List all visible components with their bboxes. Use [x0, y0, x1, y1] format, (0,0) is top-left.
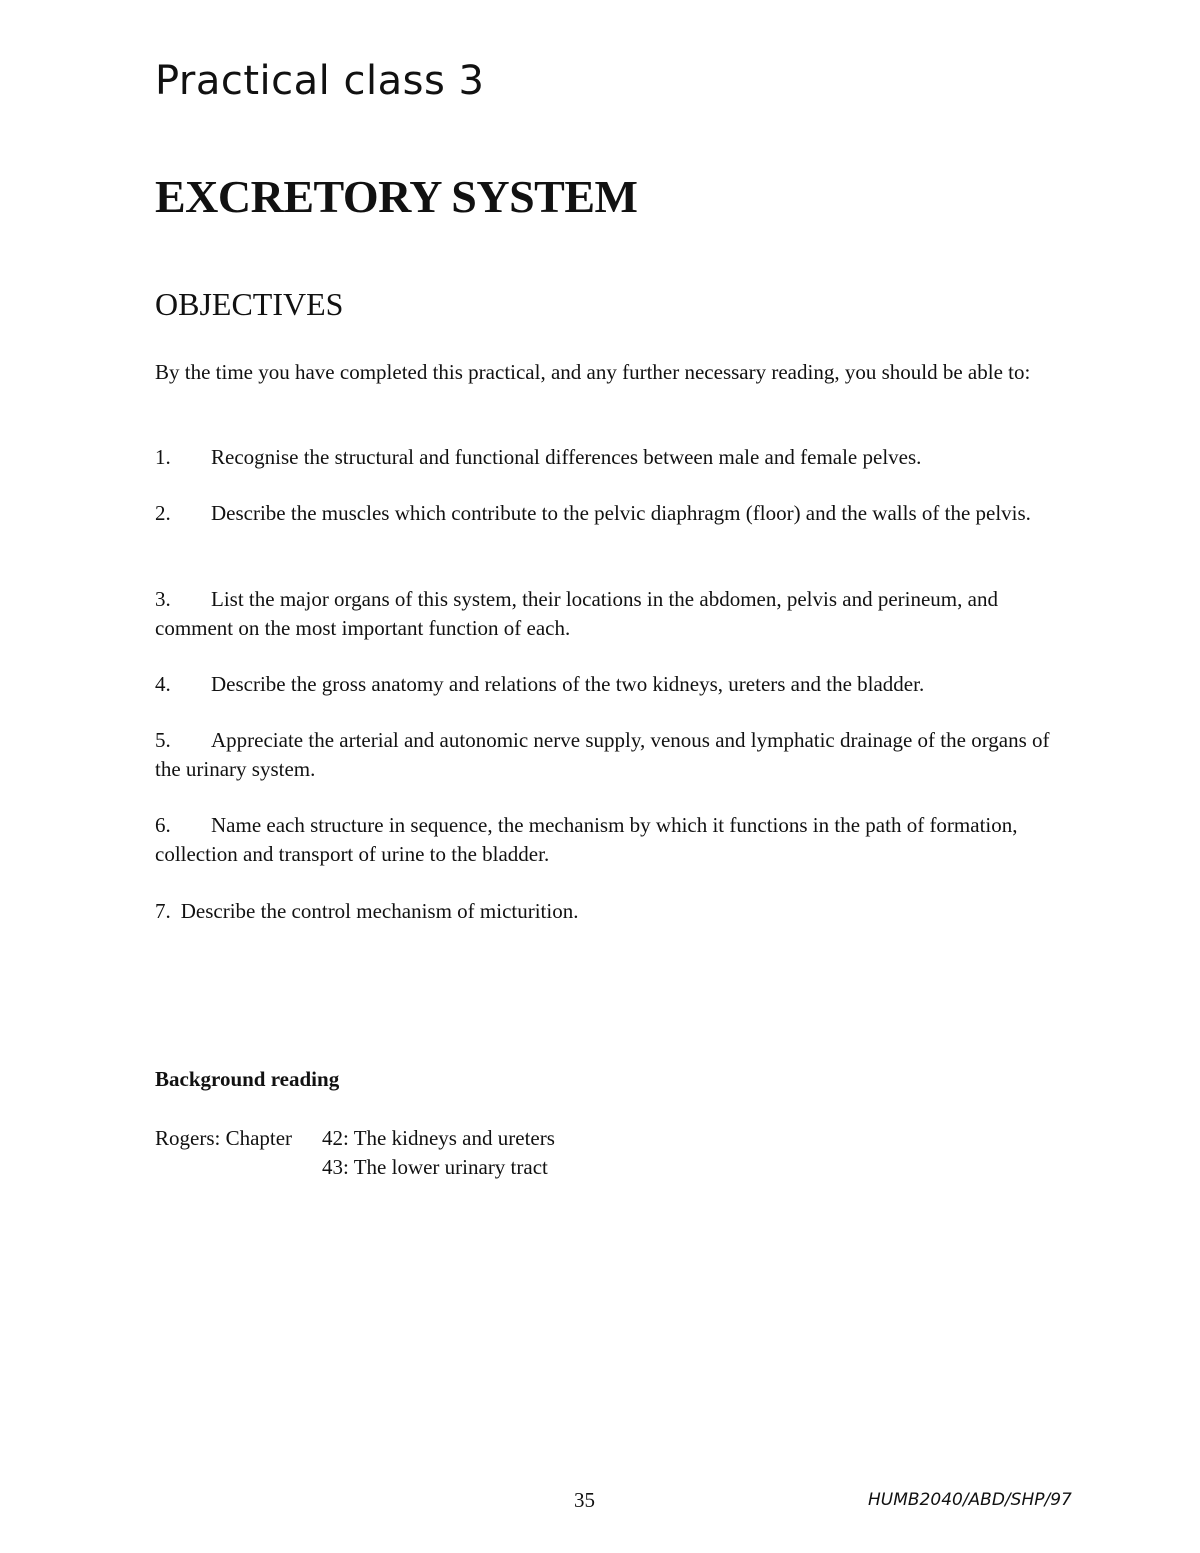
objectives-heading: OBJECTIVES — [155, 286, 344, 322]
objective-item-1 — [155, 443, 1055, 472]
objective-item-6 — [155, 811, 1055, 869]
reading-row — [155, 1124, 855, 1153]
objective-item-2 — [155, 499, 1055, 528]
objective-item-4 — [155, 670, 1055, 699]
reading-row — [155, 1153, 855, 1182]
objective-number: 4. — [155, 672, 171, 696]
main-title: EXCRETORY SYSTEM — [155, 171, 638, 222]
reading-entry: 42: The kidneys and ureters — [322, 1126, 555, 1150]
objective-text: Name each structure in sequence, the mechanism by which it functions in the path of formation, collection and transport of urine to the bladder. — [155, 813, 1018, 866]
background-reading-heading: Background reading — [155, 1067, 340, 1091]
objective-number: 5. — [155, 728, 171, 752]
objective-text: List the major organs of this system, their locations in the abdomen, pelvis and perineum, and comment on the most important function of each. — [155, 587, 998, 640]
objective-text: Appreciate the arterial and autonomic nerve supply, venous and lymphatic drainage of the organs of the urinary system. — [155, 728, 1050, 781]
objective-text: Recognise the structural and functional differences between male and female pelves. — [211, 445, 922, 469]
objective-number: 1. — [155, 445, 171, 469]
objective-item-7 — [155, 897, 1055, 926]
objective-text: Describe the control mechanism of micturition. — [180, 899, 579, 923]
objective-number: 2. — [155, 501, 171, 525]
objectives-intro: By the time you have completed this practical, and any further necessary reading, you should be able to: — [155, 360, 1031, 384]
objective-text: Describe the gross anatomy and relations of the two kidneys, ureters and the bladder. — [211, 672, 925, 696]
reading-source-spacer — [155, 1153, 322, 1182]
practical-title: Practical class 3 — [155, 58, 485, 104]
reading-source: Rogers: Chapter — [155, 1126, 293, 1150]
objective-number: 6. — [155, 813, 171, 837]
background-reading-list — [155, 1124, 855, 1182]
reading-entry: 43: The lower urinary tract — [322, 1155, 548, 1179]
objective-number: 3. — [155, 587, 171, 611]
objective-number: 7. — [155, 899, 171, 923]
objective-item-5 — [155, 726, 1055, 784]
objective-item-3 — [155, 585, 1055, 643]
page-number: 35 — [574, 1488, 595, 1512]
objective-text: Describe the muscles which contribute to the pelvic diaphragm (floor) and the walls of the pelvis. — [211, 501, 1031, 525]
course-code: HUMB2040/ABD/SHP/97 — [868, 1490, 1072, 1510]
